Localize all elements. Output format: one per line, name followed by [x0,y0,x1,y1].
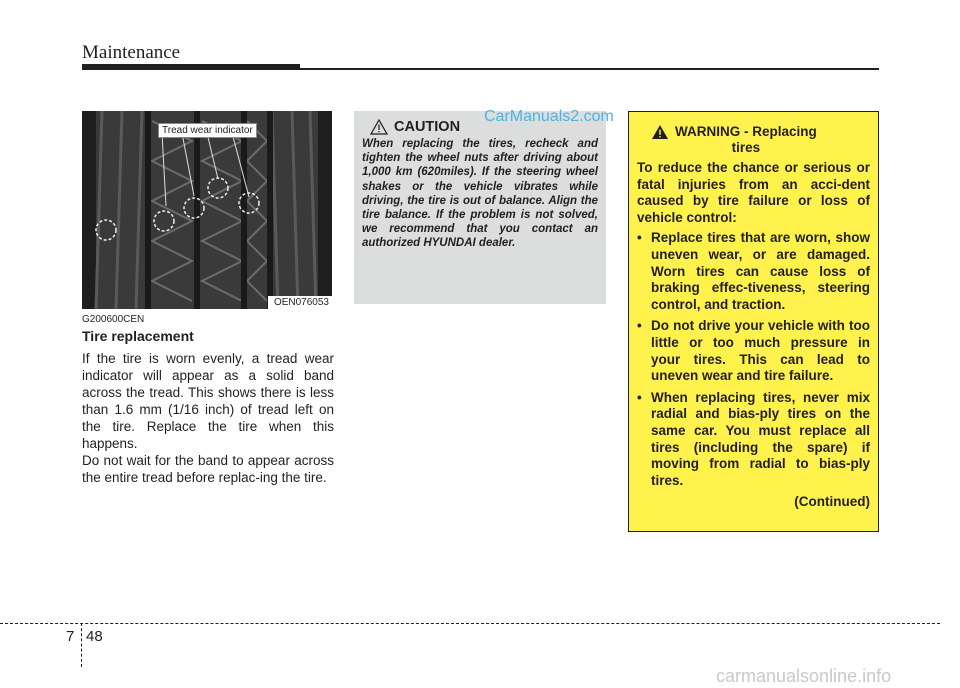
warning-box [628,111,879,532]
warning-intro: To reduce the chance or serious or fatal injuries from an acci-dent caused by tire failure or loss of vehicle control: [637,160,870,225]
bullet-icon: • [637,230,642,246]
warning-item-text: When replacing tires, never mix radial and bias-ply tires on the same car. You must replace all tires (including the spare) if moving from radial to bias-ply tires. [651,389,870,488]
caution-box [354,111,606,304]
warning-list [637,230,870,489]
section-heading: Tire replacement [82,328,194,344]
header-rule-thick [82,64,300,70]
warning-header [651,124,870,156]
caution-title: CAUTION [394,119,461,135]
warning-list-item [637,318,870,384]
footer-rule [0,623,940,624]
section-code: G200600CEN [82,314,145,325]
header-rule-thin [300,68,879,70]
page-section-title: Maintenance [82,42,181,63]
body-paragraph: If the tire is worn evenly, a tread wear indicator will appear as a solid band across the tread. This shows there is less than 1.6 mm (1/16 inch) of tread left on the tire. Replace the tire when this happens. [82,351,334,451]
warning-title-main: WARNING - Replacing [675,124,817,139]
continued-label: (Continued) [794,494,870,510]
page-number: 48 [86,628,103,645]
warning-title [675,124,817,156]
warning-list-item [637,230,870,313]
warning-triangle-icon [651,124,669,140]
body-paragraph: Do not wait for the band to appear across the entire tread before replac-ing the tire. [82,453,334,485]
tread-wear-indicator-callout: Tread wear indicator [158,123,257,138]
warning-item-text: Replace tires that are worn, show uneven wear, or are damaged. Worn tires can cause loss of braking effec-tiveness, steering control, and traction. [651,230,870,312]
caution-triangle-icon [370,119,388,135]
footer-watermark: carmanualsonline.info [716,666,892,686]
figure-code: OEN076053 [268,296,332,309]
bullet-icon: • [637,389,642,405]
caution-text: When replacing the tires, recheck and tighten the wheel nuts after driving about 1,000 km (620miles). If the steering wheel shakes or the vehicle vibrates while driving, the tire is out of balance. Align the tire balance. If the problem is not solved, we recommend that you contact an authorized HYUNDAI dealer. [362,138,598,250]
tire-tread-photo [82,111,332,309]
footer-divider [81,623,82,667]
warning-title-sub: tires [731,140,761,155]
bullet-icon: • [637,318,642,334]
warning-list-item [637,390,870,490]
warning-item-text: Do not drive your vehicle with too little or too much pressure in your tires. This can lead to uneven wear and tire failure. [651,318,870,384]
chapter-number: 7 [66,628,75,645]
tire-tread-illustration [82,111,332,309]
site-watermark: CarManuals2.com [484,108,614,125]
